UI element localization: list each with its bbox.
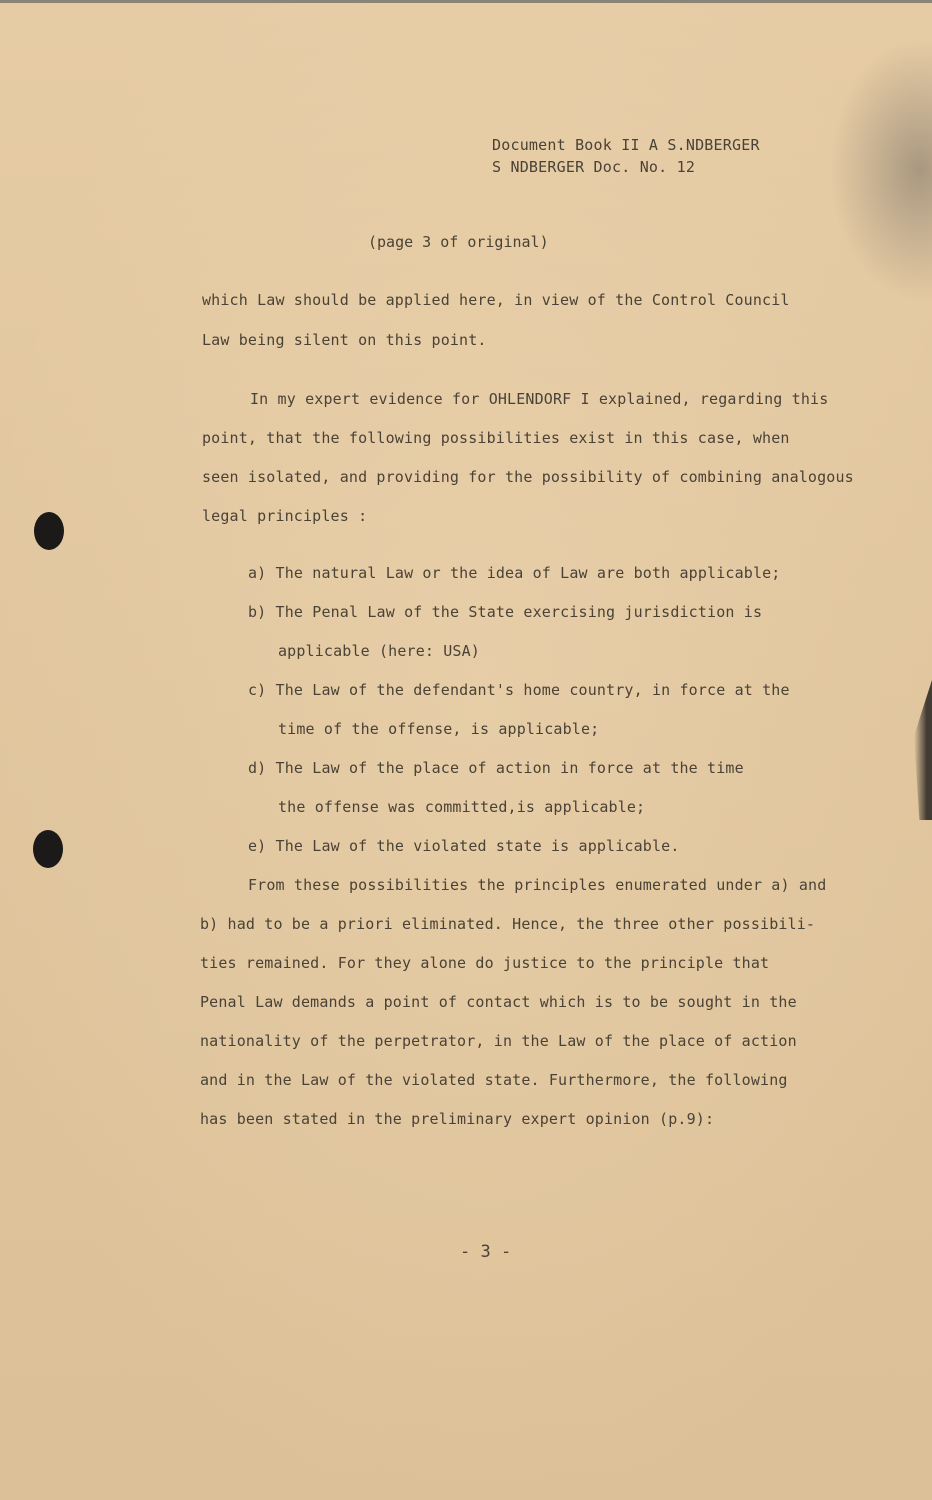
body-line: From these possibilities the principles enumerated under a) and — [248, 876, 827, 894]
body-line: point, that the following possibilities exist in this case, when — [202, 429, 790, 447]
body-line: has been stated in the preliminary expert opinion (p.9): — [200, 1110, 715, 1128]
header-doc-line: S NDBERGER Doc. No. 12 — [492, 158, 696, 176]
body-line: Law being silent on this point. — [202, 331, 487, 349]
list-item-e: e) The Law of the violated state is applicable. — [248, 837, 680, 855]
header-book-line: Document Book II A S.NDBERGER — [492, 136, 760, 154]
body-line: b) had to be a priori eliminated. Hence, the three other possibili- — [200, 915, 816, 933]
page-number: - 3 - — [460, 1242, 512, 1262]
body-line: nationality of the perpetrator, in the Law of the place of action — [200, 1032, 797, 1050]
body-line: legal principles : — [202, 507, 368, 525]
document-header — [492, 134, 760, 178]
body-line: Penal Law demands a point of contact which is to be sought in the — [200, 993, 797, 1011]
body-line: which Law should be applied here, in view of the Control Council — [202, 291, 790, 309]
punch-hole — [34, 512, 64, 550]
page-reference: (page 3 of original) — [368, 233, 549, 251]
page-edge-shadow — [914, 680, 932, 820]
list-item-d-cont: the offense was committed,is applicable; — [278, 798, 646, 816]
list-item-d: d) The Law of the place of action in force at the time — [248, 759, 744, 777]
page-top-edge — [0, 0, 932, 3]
list-item-b: b) The Penal Law of the State exercising jurisdiction is — [248, 603, 763, 621]
body-line: ties remained. For they alone do justice to the principle that — [200, 954, 770, 972]
list-item-b-cont: applicable (here: USA) — [278, 642, 480, 660]
body-line: seen isolated, and providing for the possibility of combining analogous — [202, 468, 854, 486]
body-line: In my expert evidence for OHLENDORF I explained, regarding this — [250, 390, 829, 408]
punch-hole — [33, 830, 63, 868]
list-item-c-cont: time of the offense, is applicable; — [278, 720, 600, 738]
body-line: and in the Law of the violated state. Furthermore, the following — [200, 1071, 788, 1089]
list-item-c: c) The Law of the defendant's home country, in force at the — [248, 681, 790, 699]
list-item-a: a) The natural Law or the idea of Law are both applicable; — [248, 564, 781, 582]
